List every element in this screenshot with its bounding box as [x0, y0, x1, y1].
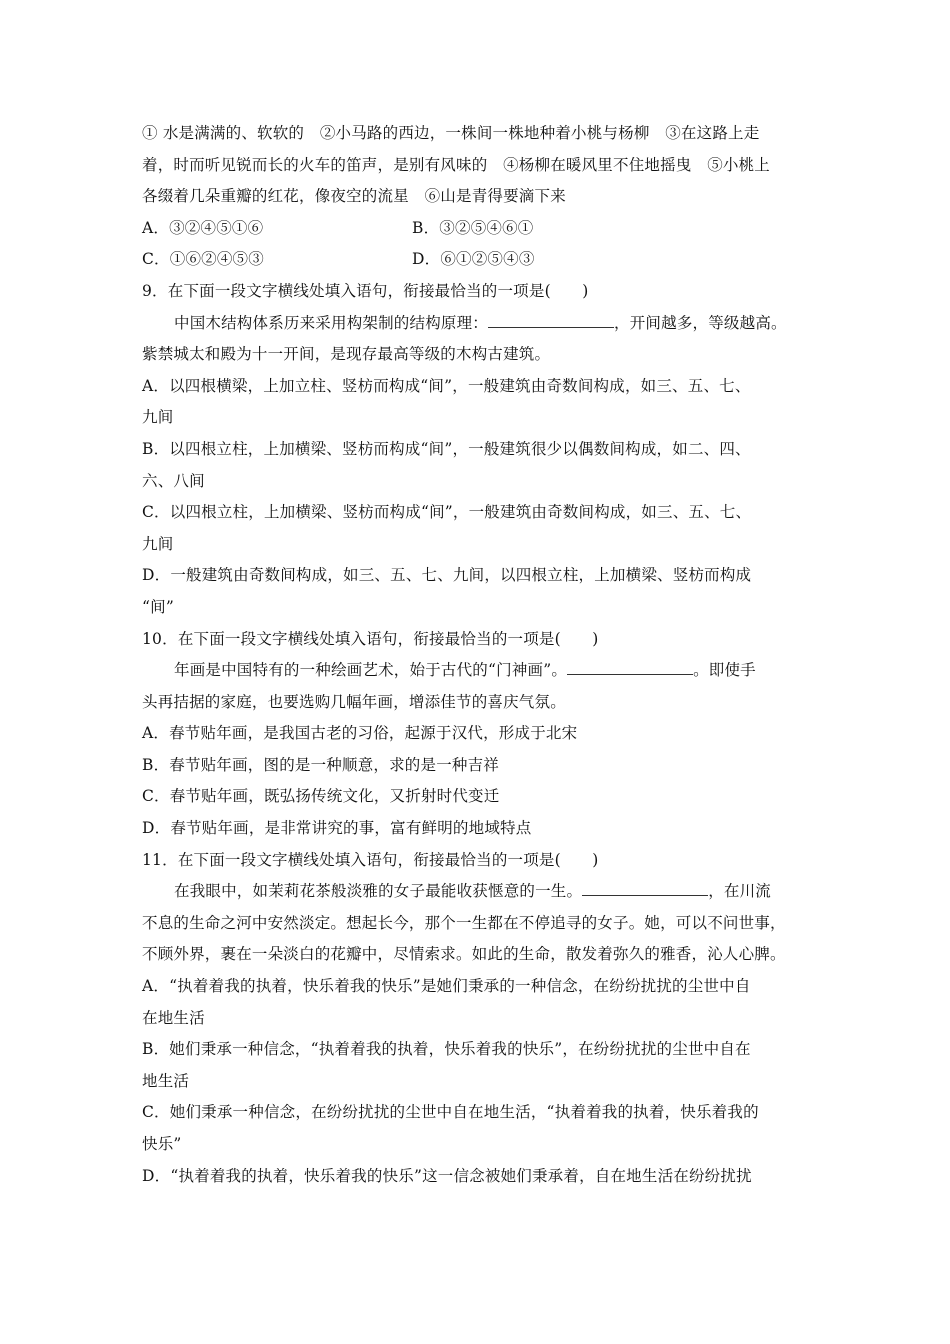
q11-option-d: D．“执着着我的执着，快乐着我的快乐”这一信念被她们秉承着，自在地生活在纷纷扰扰 [142, 1166, 752, 1185]
q9-option-d-cont: “间” [142, 597, 174, 616]
q8-option-a: A．③②④⑤①⑥ [142, 218, 264, 237]
q9-option-c-cont: 九间 [142, 534, 174, 553]
q8-option-c: C．①⑥②④⑤③ [142, 250, 264, 269]
q11-option-c: C．她们秉承一种信念，在纷纷扰扰的尘世中自在地生活，“执着着我的执着，快乐着我的 [142, 1103, 759, 1122]
q8-option-d: D．⑥①②⑤④③ [412, 250, 535, 269]
q10-option-d: D．春节贴年画，是非常讲究的事，富有鲜明的地域特点 [142, 819, 532, 838]
document-page [142, 118, 820, 1192]
q10-passage-line [142, 655, 820, 687]
q10-passage-line: 头再拮据的家庭，也要选购几幅年画，增添佳节的喜庆气氛。 [142, 692, 566, 711]
q10-stem: 10．在下面一段文字横线处填入语句，衔接最恰当的一项是( ) [142, 629, 599, 648]
q11-stem: 11．在下面一段文字横线处填入语句，衔接最恰当的一项是( ) [142, 850, 599, 869]
q11-fill-blank [582, 877, 708, 896]
q10-option-c: C．春节贴年画，既弘扬传统文化，又折射时代变迁 [142, 787, 500, 806]
q9-passage-text: 中国木结构体系历来采用构架制的结构原理： [174, 313, 489, 332]
q10-fill-blank [567, 656, 693, 675]
q9-option-d: D．一般建筑由奇数间构成，如三、五、七、九间，以四根立柱，上加横梁、竖枋而构成 [142, 566, 752, 585]
q8-sentence-line: ① 水是满满的、软软的 ②小马路的西边，一株间一株地种着小桃与杨柳 ③在这路上走 [142, 124, 760, 142]
q11-option-a-cont: 在地生活 [142, 1008, 205, 1027]
q9-fill-blank [488, 309, 614, 328]
q9-passage-text: ，开间越多，等级越高。 [614, 313, 787, 332]
q9-block [142, 276, 820, 624]
q11-passage-text: 在我眼中，如茉莉花茶般淡雅的女子最能收获惬意的一生。 [174, 882, 583, 901]
q11-block [142, 845, 820, 1193]
q10-passage-text: 。即使手 [693, 661, 756, 680]
q11-option-a: A．“执着着我的执着，快乐着我的快乐”是她们秉承的一种信念，在纷纷扰扰的尘世中自 [142, 977, 751, 996]
q11-option-b: B．她们秉承一种信念，“执着着我的执着，快乐着我的快乐”，在纷纷扰扰的尘世中自在 [142, 1040, 751, 1059]
q11-option-c-cont: 快乐” [142, 1135, 182, 1153]
q11-option-b-cont: 地生活 [142, 1071, 190, 1090]
q10-block [142, 624, 820, 845]
q9-passage-line [142, 308, 820, 340]
q8-option-b: B．③②⑤④⑥① [412, 218, 534, 237]
q8-options-row [142, 244, 820, 276]
q11-passage-line: 不顾外界，裹在一朵淡白的花瓣中，尽情索求。如此的生命，散发着弥久的雅香，沁人心脾。 [142, 945, 786, 964]
q9-passage-line: 紫禁城太和殿为十一开间，是现存最高等级的木构古建筑。 [142, 345, 551, 364]
q8-sentence-line: 各缀着几朵重瓣的红花，像夜空的流星 ⑥山是青得要滴下来 [142, 187, 566, 206]
q8-sentence-line: 着，时而听见锐而长的火车的笛声，是别有风味的 ④杨柳在暖风里不住地摇曳 ⑤小桃上 [142, 155, 771, 174]
q11-passage-line: 不息的生命之河中安然淡定。想起长今，那个一生都在不停追寻的女子。她，可以不问世事， [142, 913, 786, 932]
q8-block [142, 118, 820, 276]
q10-option-b: B．春节贴年画，图的是一种顺意，求的是一种吉祥 [142, 755, 499, 774]
q9-option-b: B．以四根立柱，上加横梁、竖枋而构成“间”，一般建筑很少以偶数间构成，如二、四、 [142, 439, 751, 458]
q11-passage-text: ，在川流 [708, 882, 772, 901]
q8-options-row [142, 213, 820, 245]
q10-option-a: A．春节贴年画，是我国古老的习俗，起源于汉代，形成于北宋 [142, 724, 578, 743]
q9-option-c: C．以四根立柱，上加横梁、竖枋而构成“间”，一般建筑由奇数间构成，如三、五、七、 [142, 503, 752, 522]
q9-stem: 9．在下面一段文字横线处填入语句，衔接最恰当的一项是( ) [142, 281, 589, 300]
q11-passage-line [142, 876, 820, 908]
q9-option-a: A．以四根横梁，上加立柱、竖枋而构成“间”，一般建筑由奇数间构成，如三、五、七、 [142, 376, 751, 395]
q9-option-a-cont: 九间 [142, 408, 174, 427]
q10-passage-text: 年画是中国特有的一种绘画艺术，始于古代的“门神画”。 [174, 661, 568, 680]
q9-option-b-cont: 六、八间 [142, 471, 205, 490]
